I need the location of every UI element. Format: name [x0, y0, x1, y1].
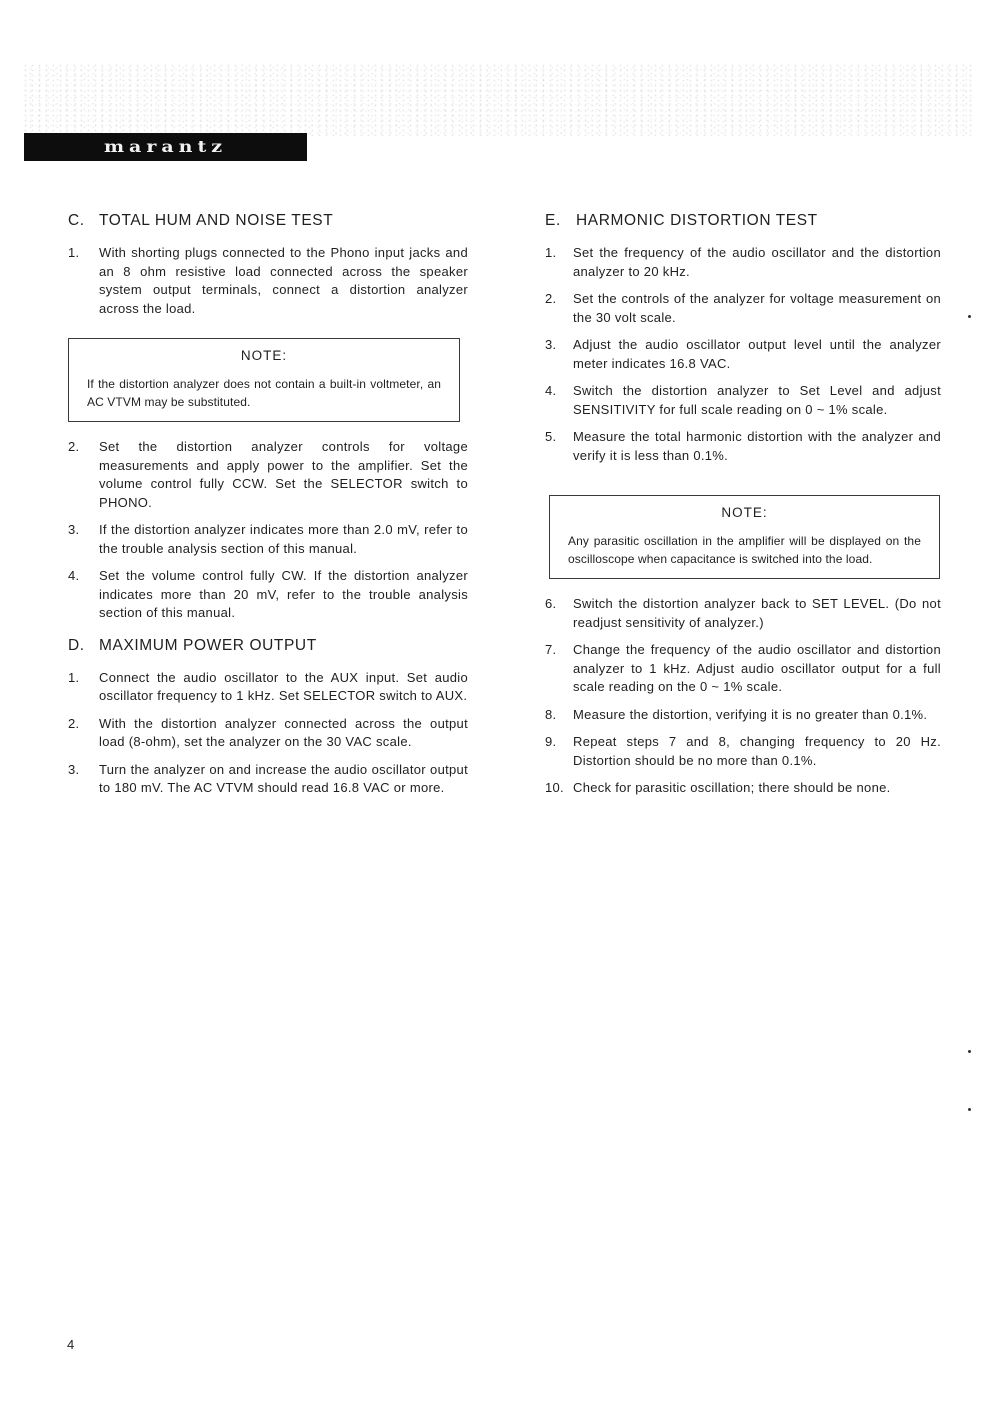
list-item [68, 715, 468, 752]
note-title: NOTE: [240, 348, 288, 363]
section-d-letter: D. [68, 636, 85, 654]
list-item [68, 438, 468, 512]
section-d-heading [68, 637, 468, 657]
section-c-heading [68, 212, 468, 232]
left-column [68, 212, 468, 807]
list-item [545, 733, 941, 770]
brand-logo-text: marantz [103, 137, 228, 157]
item-text: Change the frequency of the audio oscillator and distortion analyzer to 1 kHz. Adjust audio oscillator output for a full scale reading on the 0 ~ 1% scale. [573, 642, 941, 694]
item-text: Switch the distortion analyzer to Set Level and adjust SENSITIVITY for full scale reading on 0 ~ 1% scale. [573, 383, 941, 417]
item-text: With shorting plugs connected to the Phono input jacks and an 8 ohm resistive load connected across the speaker system output terminals, connect a distortion analyzer across the load. [99, 245, 468, 316]
list-item [545, 382, 941, 419]
list-item [68, 244, 468, 318]
item-number: 8. [545, 706, 557, 722]
list-item [545, 336, 941, 373]
item-number: 4. [68, 568, 80, 583]
list-item [545, 706, 941, 725]
item-number: 9. [545, 734, 557, 749]
item-text: Set the distortion analyzer controls for voltage measurements and apply power to the amplifier. Set the volume control fully CCW. Set the SELECTOR switch to PHONO. [99, 439, 468, 510]
list-item [545, 595, 941, 632]
scan-speck [968, 1050, 971, 1053]
item-number: 1. [68, 669, 80, 685]
item-number: 3. [68, 522, 80, 537]
page-number: 4 [67, 1337, 75, 1352]
header-scan-texture [24, 64, 974, 136]
item-number: 4. [545, 383, 557, 398]
item-number: 6. [545, 596, 557, 611]
list-item [545, 290, 941, 327]
list-item [545, 779, 941, 798]
item-number: 7. [545, 642, 557, 657]
item-text: Turn the analyzer on and increase the audio oscillator output to 180 mV. The AC VTVM should read 16.8 VAC or more. [99, 761, 468, 795]
item-number: 10. [545, 780, 564, 795]
item-number: 1. [545, 245, 557, 260]
item-text: If the distortion analyzer indicates more than 2.0 mV, refer to the trouble analysis section of this manual. [99, 522, 468, 556]
list-item [545, 641, 941, 697]
list-item [545, 244, 941, 281]
section-d-title: MAXIMUM POWER OUTPUT [99, 636, 317, 654]
item-number: 5. [545, 429, 557, 444]
item-text: Measure the total harmonic distortion with the analyzer and verify it is less than 0.1%. [573, 429, 941, 463]
list-item [68, 761, 468, 798]
item-number: 3. [68, 761, 80, 777]
section-e-title: HARMONIC DISTORTION TEST [576, 212, 818, 229]
item-number: 3. [545, 337, 557, 352]
scan-speck [968, 315, 971, 318]
note-title: NOTE: [721, 505, 768, 520]
section-c-note [68, 338, 460, 422]
item-text: Connect the audio oscillator to the AUX input. Set audio oscillator frequency to 1 kHz. Set SELECTOR switch to AUX. [99, 669, 468, 703]
section-e-heading [545, 212, 941, 232]
item-text: Measure the distortion, verifying it is no greater than 0.1%. [573, 706, 928, 722]
section-c-title: TOTAL HUM AND NOISE TEST [99, 212, 334, 229]
right-column [545, 212, 941, 807]
note-body: If the distortion analyzer does not contain a built-in voltmeter, an AC VTVM may be substituted. [87, 377, 441, 409]
item-number: 2. [545, 291, 557, 306]
list-item [68, 521, 468, 558]
item-text: Repeat steps 7 and 8, changing frequency to 20 Hz. Distortion should be no more than 0.1%. [573, 734, 941, 768]
item-text: Adjust the audio oscillator output level until the analyzer meter indicates 16.8 VAC. [573, 337, 941, 371]
list-item [68, 669, 468, 706]
item-number: 1. [68, 245, 80, 260]
item-number: 2. [68, 715, 80, 731]
item-text: Check for parasitic oscillation; there should be none. [573, 780, 891, 795]
scan-speck [968, 1108, 971, 1111]
list-item [68, 567, 468, 623]
item-text: With the distortion analyzer connected across the output load (8-ohm), set the analyzer on the 30 VAC scale. [99, 715, 468, 749]
section-c-letter: C. [68, 212, 85, 229]
item-number: 2. [68, 439, 80, 454]
section-e-letter: E. [545, 212, 561, 229]
note-body: Any parasitic oscillation in the amplifier will be displayed on the oscilloscope when capacitance is switched into the load. [568, 534, 921, 566]
item-text: Switch the distortion analyzer back to SET LEVEL. (Do not readjust sensitivity of analyzer.) [573, 596, 941, 630]
item-text: Set the controls of the analyzer for voltage measurement on the 30 volt scale. [573, 291, 941, 325]
list-item [545, 428, 941, 465]
section-e-note [549, 495, 940, 579]
brand-logo [24, 133, 307, 161]
item-text: Set the volume control fully CW. If the distortion analyzer indicates more than 20 mV, refer to the trouble analysis section of this manual. [99, 568, 468, 620]
item-text: Set the frequency of the audio oscillator and the distortion analyzer to 20 kHz. [573, 245, 941, 279]
